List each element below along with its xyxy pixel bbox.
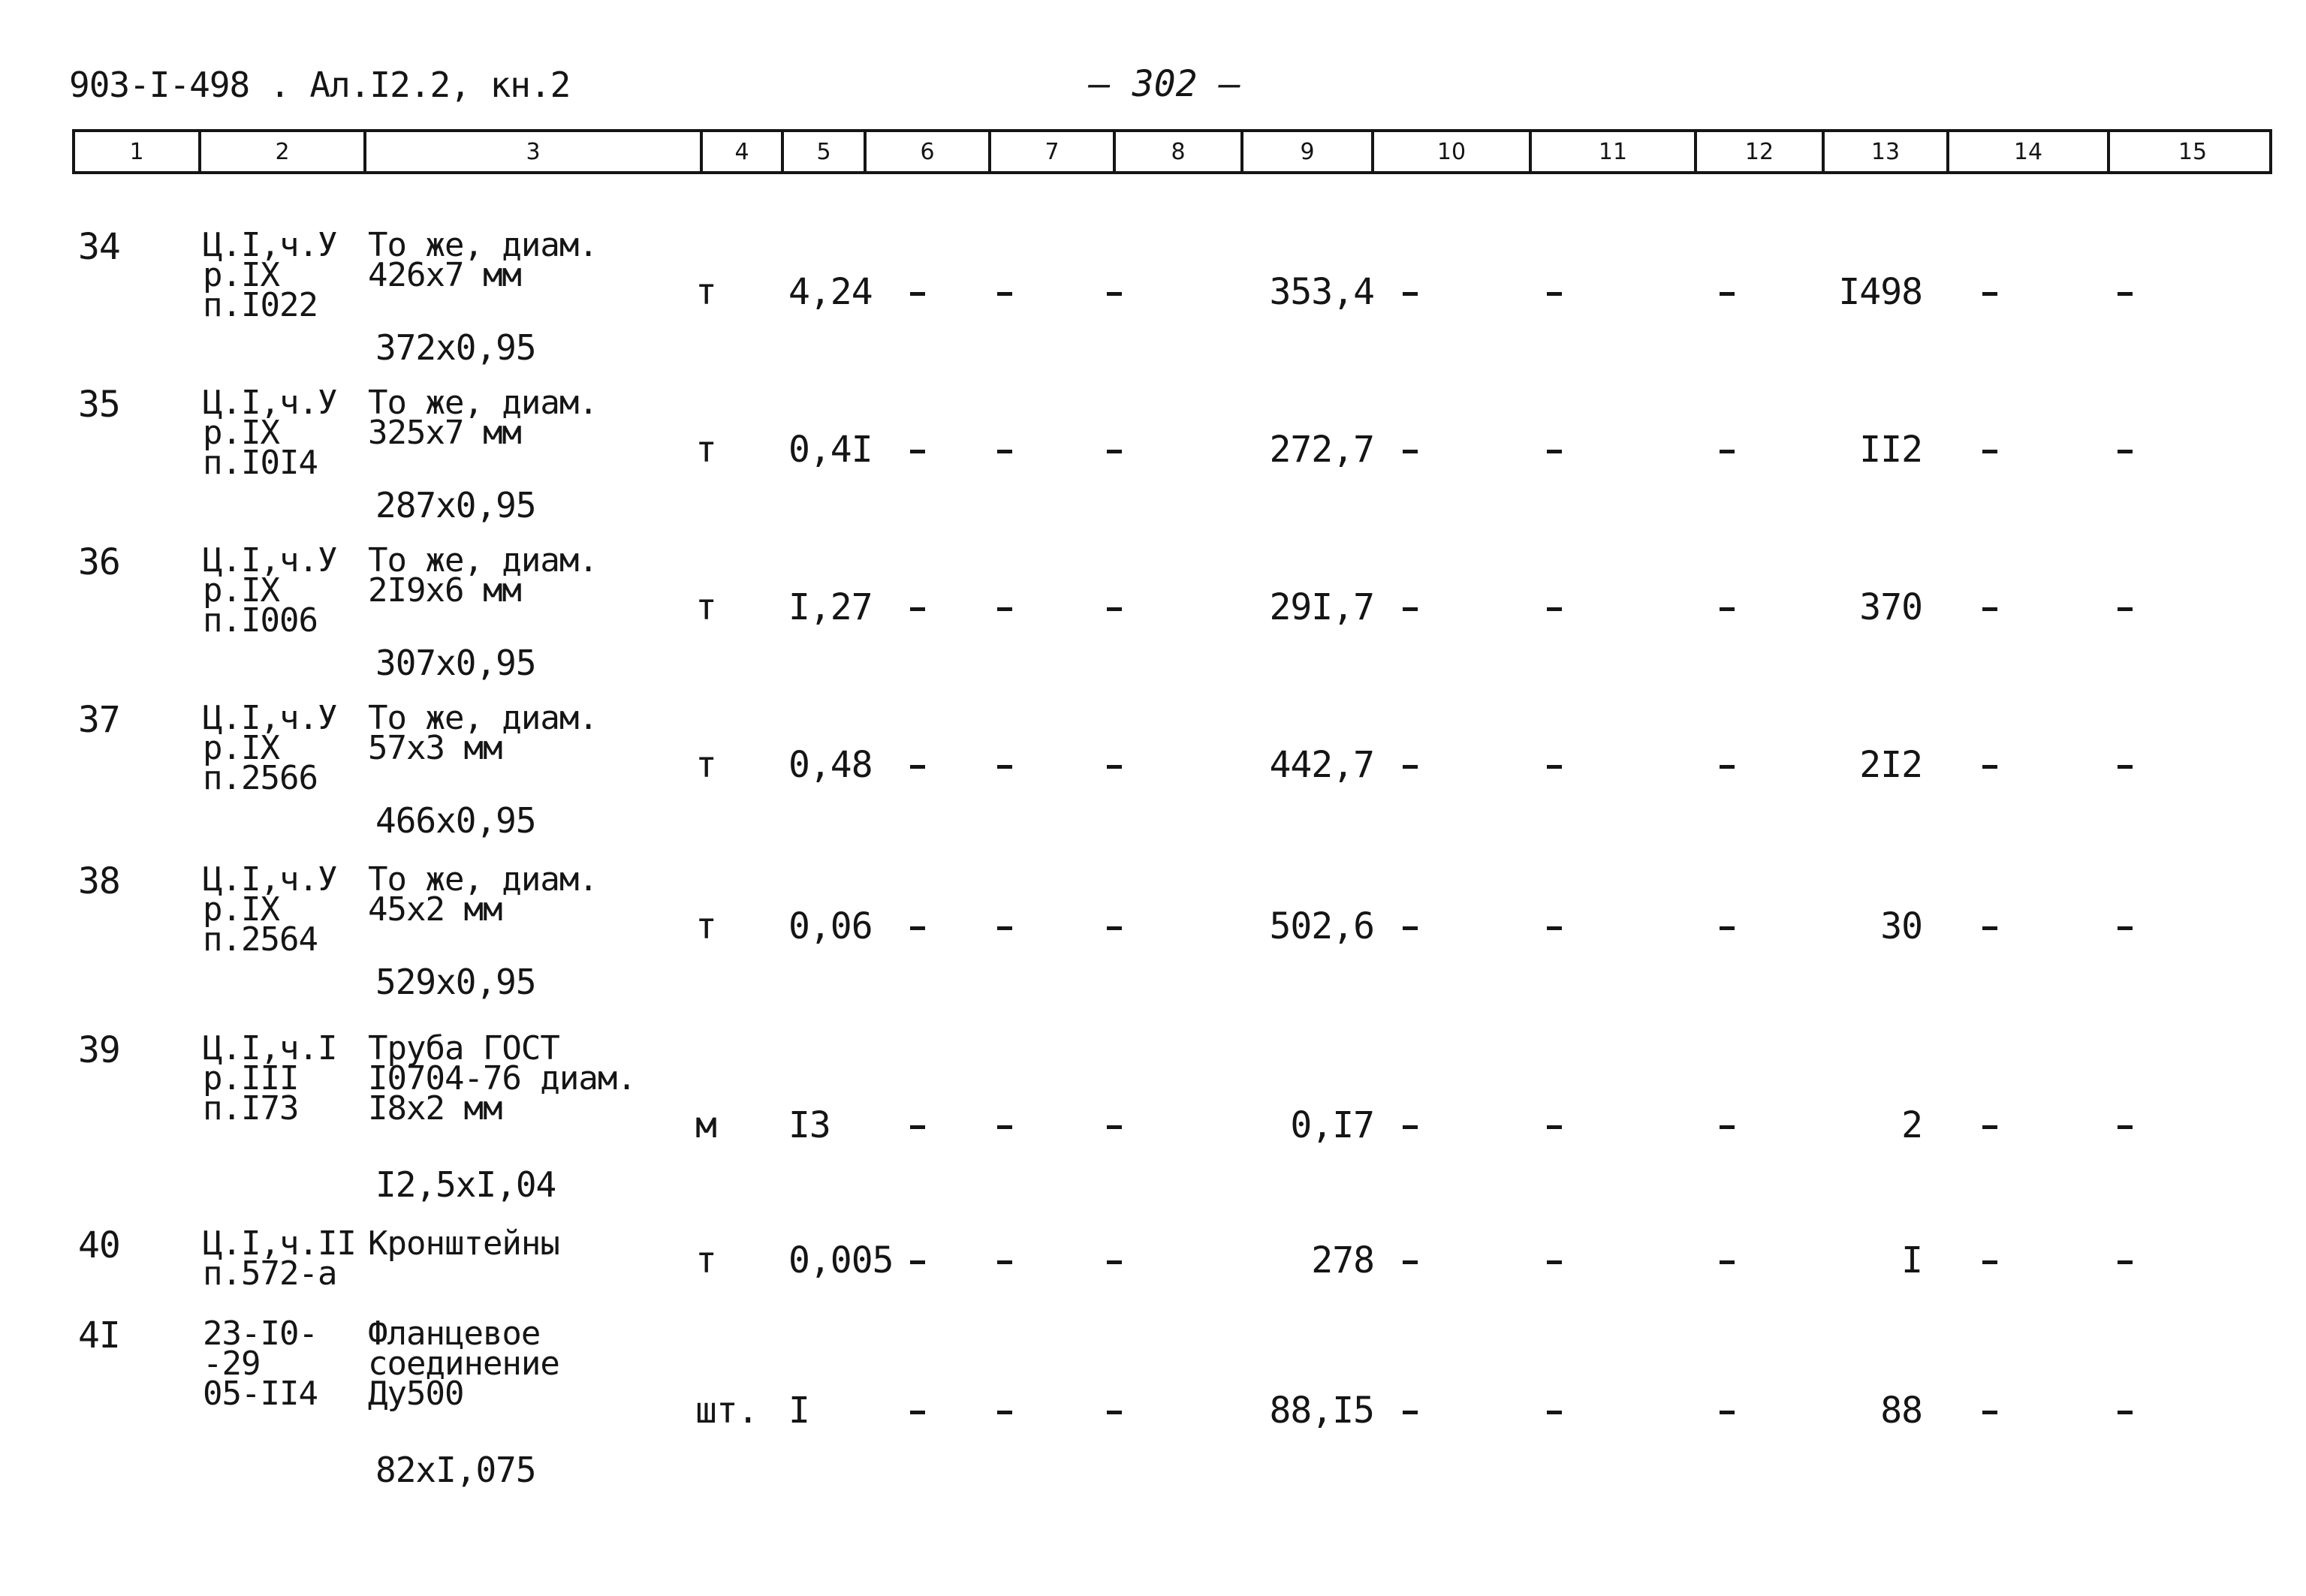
item-name-line: 45x2 мм xyxy=(368,890,502,929)
empty-dash xyxy=(1403,292,1418,296)
empty-dash xyxy=(997,450,1012,453)
empty-dash xyxy=(1547,765,1562,769)
item-calc: 287x0,95 xyxy=(375,485,536,525)
item-name-line: То же, диам. xyxy=(368,384,598,422)
empty-dash xyxy=(1720,292,1735,296)
basis-line: 23-I0- xyxy=(203,1314,318,1353)
empty-dash xyxy=(910,1411,925,1414)
item-name-line: То же, диам. xyxy=(368,541,598,580)
row-number: 35 xyxy=(78,384,120,426)
empty-dash xyxy=(1547,926,1562,930)
unit: т xyxy=(695,1239,716,1281)
unit-price: 442,7 xyxy=(1269,744,1374,786)
column-header-7: 7 xyxy=(991,132,1116,171)
empty-dash xyxy=(997,926,1012,930)
basis-line: Ц.I,ч.У xyxy=(203,860,337,899)
item-name-line: I8x2 мм xyxy=(368,1089,502,1128)
empty-dash xyxy=(910,926,925,930)
unit: т xyxy=(695,586,716,628)
column-header-9: 9 xyxy=(1243,132,1374,171)
empty-dash xyxy=(910,1125,925,1129)
empty-dash xyxy=(2118,765,2133,769)
empty-dash xyxy=(1720,1411,1735,1414)
basis-line: п.I0I4 xyxy=(203,444,318,482)
unit-price: 29I,7 xyxy=(1269,586,1374,628)
basis-line: п.I73 xyxy=(203,1089,299,1128)
empty-dash xyxy=(997,607,1012,611)
empty-dash xyxy=(1720,607,1735,611)
empty-dash xyxy=(1107,1125,1122,1129)
empty-dash xyxy=(2118,292,2133,296)
empty-dash xyxy=(1982,607,1997,611)
column-header-13: 13 xyxy=(1825,132,1949,171)
empty-dash xyxy=(997,1260,1012,1264)
basis-line: п.I006 xyxy=(203,601,318,640)
quantity: 0,005 xyxy=(788,1239,894,1281)
unit: т xyxy=(695,271,716,313)
basis-line: -29 xyxy=(203,1345,261,1383)
empty-dash xyxy=(1982,765,1997,769)
empty-dash xyxy=(1982,1411,1997,1414)
item-name-line: 426x7 мм xyxy=(368,256,521,294)
document-code: 903-I-498 . Ал.I2.2, кн.2 xyxy=(69,65,571,105)
basis-line: 05-II4 xyxy=(203,1375,318,1413)
unit-price: 502,6 xyxy=(1269,905,1374,947)
empty-dash xyxy=(1403,1411,1418,1414)
empty-dash xyxy=(1720,450,1735,453)
unit-price: 278 xyxy=(1311,1239,1374,1281)
unit: т xyxy=(695,429,716,471)
empty-dash xyxy=(1403,450,1418,453)
quantity: 0,4I xyxy=(788,429,873,471)
unit: т xyxy=(695,905,716,947)
quantity: 0,48 xyxy=(788,744,873,786)
total-cost: 370 xyxy=(1859,586,1922,628)
column-header-6: 6 xyxy=(867,132,991,171)
item-name-line: 57x3 мм xyxy=(368,729,502,767)
basis-line: р.IX xyxy=(203,729,279,767)
empty-dash xyxy=(910,765,925,769)
item-calc: 82xI,075 xyxy=(375,1450,536,1490)
empty-dash xyxy=(997,765,1012,769)
unit-price: 0,I7 xyxy=(1290,1104,1374,1146)
row-number: 34 xyxy=(78,226,120,268)
item-name-line: I0704-76 диам. xyxy=(368,1059,636,1098)
empty-dash xyxy=(1982,1125,1997,1129)
unit-price: 272,7 xyxy=(1269,429,1374,471)
column-header-15: 15 xyxy=(2178,138,2208,165)
item-name-line: Кронштейны xyxy=(368,1224,559,1263)
empty-dash xyxy=(1107,765,1122,769)
row-number: 39 xyxy=(78,1029,120,1071)
empty-dash xyxy=(2118,1411,2133,1414)
item-name-line: 2I9x6 мм xyxy=(368,571,521,610)
empty-dash xyxy=(1982,292,1997,296)
empty-dash xyxy=(1107,1411,1122,1414)
empty-dash xyxy=(1720,926,1735,930)
empty-dash xyxy=(2118,1125,2133,1129)
unit: м xyxy=(695,1104,716,1146)
column-header-10: 10 xyxy=(1374,132,1532,171)
column-header-2: 2 xyxy=(201,132,366,171)
empty-dash xyxy=(2118,926,2133,930)
item-name-line: соединение xyxy=(368,1345,559,1383)
column-header-12: 12 xyxy=(1697,132,1825,171)
empty-dash xyxy=(2118,450,2133,453)
item-calc: 466x0,95 xyxy=(375,800,536,841)
item-name-line: То же, диам. xyxy=(368,699,598,737)
basis-line: Ц.I,ч.У xyxy=(203,541,337,580)
basis-line: р.III xyxy=(203,1059,299,1098)
item-name-line: То же, диам. xyxy=(368,226,598,264)
row-number: 4I xyxy=(78,1314,120,1357)
unit: т xyxy=(695,744,716,786)
empty-dash xyxy=(1547,450,1562,453)
empty-dash xyxy=(1547,1260,1562,1264)
column-header-3: 3 xyxy=(366,132,703,171)
basis-line: Ц.I,ч.I xyxy=(203,1029,337,1068)
basis-line: Ц.I,ч.II xyxy=(203,1224,356,1263)
total-cost: II2 xyxy=(1859,429,1922,471)
empty-dash xyxy=(997,1125,1012,1129)
empty-dash xyxy=(1403,607,1418,611)
empty-dash xyxy=(1403,1125,1418,1129)
item-name-line: То же, диам. xyxy=(368,860,598,899)
column-number-header xyxy=(72,129,2272,174)
unit-price: 88,I5 xyxy=(1269,1390,1374,1432)
empty-dash xyxy=(1107,607,1122,611)
empty-dash xyxy=(1107,292,1122,296)
empty-dash xyxy=(1720,765,1735,769)
empty-dash xyxy=(1107,450,1122,453)
empty-dash xyxy=(910,450,925,453)
empty-dash xyxy=(997,1411,1012,1414)
item-name-line: 325x7 мм xyxy=(368,414,521,452)
quantity: 4,24 xyxy=(788,271,873,313)
row-number: 36 xyxy=(78,541,120,583)
page-number: — 302 — xyxy=(1089,63,1241,105)
empty-dash xyxy=(1403,926,1418,930)
empty-dash xyxy=(910,607,925,611)
empty-dash xyxy=(1720,1260,1735,1264)
basis-line: Ц.I,ч.У xyxy=(203,699,337,737)
empty-dash xyxy=(1547,1411,1562,1414)
item-calc: 307x0,95 xyxy=(375,643,536,683)
empty-dash xyxy=(1982,926,1997,930)
basis-line: п.2564 xyxy=(203,920,318,959)
column-header-4: 4 xyxy=(703,132,784,171)
unit-price: 353,4 xyxy=(1269,271,1374,313)
total-cost: I498 xyxy=(1838,271,1922,313)
quantity: 0,06 xyxy=(788,905,873,947)
empty-dash xyxy=(910,1260,925,1264)
total-cost: 2I2 xyxy=(1859,744,1922,786)
item-calc: I2,5xI,04 xyxy=(375,1164,556,1205)
basis-line: р.IX xyxy=(203,890,279,929)
item-name-line: Ду500 xyxy=(368,1375,464,1413)
basis-line: Ц.I,ч.У xyxy=(203,226,337,264)
empty-dash xyxy=(1107,1260,1122,1264)
basis-line: р.IX xyxy=(203,571,279,610)
empty-dash xyxy=(1107,926,1122,930)
empty-dash xyxy=(1720,1125,1735,1129)
column-header-11: 11 xyxy=(1532,132,1697,171)
column-header-8: 8 xyxy=(1116,132,1243,171)
quantity: I3 xyxy=(788,1104,830,1146)
quantity: I xyxy=(788,1390,809,1432)
basis-line: Ц.I,ч.У xyxy=(203,384,337,422)
empty-dash xyxy=(1982,450,1997,453)
empty-dash xyxy=(1982,1260,1997,1264)
row-number: 40 xyxy=(78,1224,120,1266)
quantity: I,27 xyxy=(788,586,873,628)
item-name-line: Фланцевое xyxy=(368,1314,541,1353)
empty-dash xyxy=(2118,1260,2133,1264)
column-header-14: 14 xyxy=(1949,132,2110,171)
empty-dash xyxy=(1547,292,1562,296)
total-cost: 30 xyxy=(1880,905,1922,947)
empty-dash xyxy=(2118,607,2133,611)
row-number: 38 xyxy=(78,860,120,902)
column-header-5: 5 xyxy=(784,132,867,171)
empty-dash xyxy=(1547,607,1562,611)
item-name-line: Труба ГОСТ xyxy=(368,1029,559,1068)
empty-dash xyxy=(1403,1260,1418,1264)
empty-dash xyxy=(910,292,925,296)
basis-line: п.572-а xyxy=(203,1254,337,1293)
total-cost: 88 xyxy=(1880,1390,1922,1432)
column-header-1: 1 xyxy=(75,132,201,171)
total-cost: 2 xyxy=(1901,1104,1922,1146)
item-calc: 529x0,95 xyxy=(375,962,536,1002)
empty-dash xyxy=(1547,1125,1562,1129)
basis-line: р.IX xyxy=(203,256,279,294)
empty-dash xyxy=(997,292,1012,296)
total-cost: I xyxy=(1901,1239,1922,1281)
basis-line: п.2566 xyxy=(203,759,318,797)
item-calc: 372x0,95 xyxy=(375,327,536,368)
basis-line: р.IX xyxy=(203,414,279,452)
row-number: 37 xyxy=(78,699,120,741)
unit: шт. xyxy=(695,1390,758,1432)
basis-line: п.I022 xyxy=(203,286,318,324)
empty-dash xyxy=(1403,765,1418,769)
